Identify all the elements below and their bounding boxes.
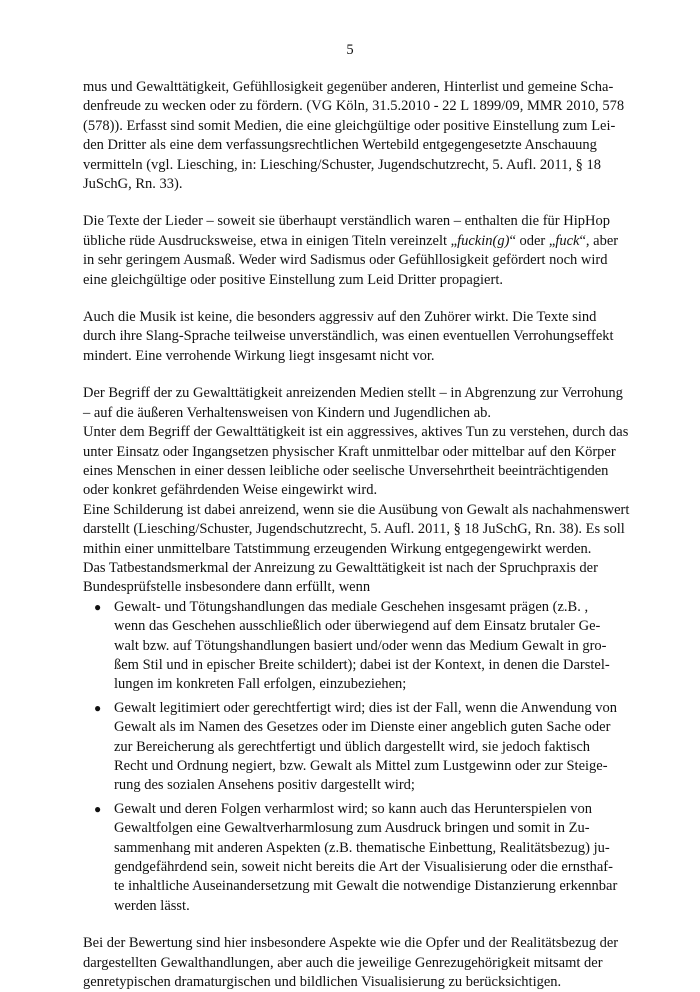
list-item-line: wenn das Geschehen ausschließlich oder überwiegend auf dem Einsatz brutaler Ge- — [114, 618, 601, 635]
list-item-line: walt bzw. auf Tötungshandlungen basiert und/oder wenn das Medium Gewalt in gro- — [114, 637, 607, 654]
list-item-line: rung des sozialen Ansehens positiv dargestellt wird; — [114, 777, 415, 794]
list-item-line: lungen im konkreten Fall erfolgen, einzubeziehen; — [114, 676, 407, 693]
text-segment: “, aber — [579, 232, 619, 249]
list-item-line: gendgefährdend sein, soweit nicht bereits die Art der Visualisierung oder die ernsthaf- — [114, 859, 613, 876]
paragraph-line: JuSchG, Rn. 33). — [83, 176, 183, 193]
paragraph-line: Der Begriff der zu Gewalttätigkeit anreizenden Medien stellt – in Abgrenzung zur Verrohung — [83, 385, 623, 402]
paragraph-line: vermitteln (vgl. Liesching, in: Liesching/Schuster, Jugendschutzrecht, 5. Aufl. 2011, § 18 — [83, 156, 601, 173]
criteria-list — [83, 598, 618, 917]
paragraph-line: genretypischen dramaturgischen und bildlichen Visualisierung zu berücksichtigen. — [83, 974, 562, 991]
list-item-line: Recht und Ordnung negiert, bzw. Gewalt als Mittel zum Lustgewinn oder zur Steige- — [114, 758, 608, 774]
paragraph-line: Das Tatbestandsmerkmal der Anreizung zu Gewalttätigkeit ist nach der Spruchpraxis der — [83, 559, 598, 576]
paragraph-line: mus und Gewalttätigkeit, Gefühllosigkeit gegenüber anderen, Hinterlist und gemeine Scha- — [83, 79, 614, 95]
paragraph-line: darstellt (Liesching/Schuster, Jugendschutzrecht, 5. Aufl. 2011, § 18 JuSchG, Rn. 38). Es soll — [83, 521, 625, 538]
paragraph-line: mindert. Eine verrohende Wirkung liegt insgesamt nicht vor. — [83, 347, 435, 364]
paragraph-line — [83, 232, 618, 251]
page-number: 5 — [346, 42, 354, 58]
paragraph-5 — [83, 934, 618, 992]
paragraph-line: mithin einer unmittelbare Tatstimmung erzeugenden Wirkung entgegengewirkt werden. — [83, 540, 592, 557]
list-item — [83, 699, 618, 796]
paragraph-line: – auf die äußeren Verhaltensweisen von Kindern und Jugendlichen ab. — [83, 404, 492, 421]
paragraph-line: in sehr geringem Ausmaß. Weder wird Sadismus oder Gefühllosigkeit gefördert noch wird — [83, 252, 608, 269]
paragraph-line: unter Einsatz oder Ingangsetzen physischer Kraft unmittelbar oder mittelbar auf den Körper — [83, 443, 616, 460]
paragraph-line: Bei der Bewertung sind hier insbesondere Aspekte wie die Opfer und der Realitätsbezug der — [83, 935, 619, 952]
paragraph-line: Unter dem Begriff der Gewalttätigkeit ist ein aggressives, aktives Tun zu verstehen, durch das — [83, 424, 629, 441]
list-item-line: Gewaltfolgen eine Gewaltverharmlosung zum Ausdruck bringen und somit in Zu- — [114, 820, 590, 837]
paragraph-line: Eine Schilderung ist dabei anreizend, wenn sie die Ausübung von Gewalt als nachahmenswert — [83, 501, 630, 518]
list-item-line: ßem Stil und in epischer Breite schildert); dabei ist der Kontext, in denen die Darstel- — [114, 656, 610, 673]
paragraph-line: eine gleichgültige oder positive Einstellung zum Leid Dritter propagiert. — [83, 271, 503, 288]
list-item-line: sammenhang mit anderen Aspekten (z.B. thematische Einbettung, Realitätsbezug) ju- — [114, 839, 610, 856]
paragraph-line: oder konkret gefährdenden Weise eingewirkt wird. — [83, 482, 378, 499]
emphasized-term: fuck — [555, 232, 580, 249]
text-segment: “ oder „ — [509, 232, 556, 249]
text-segment: übliche rüde Ausdrucksweise, etwa in einigen Titeln vereinzelt „ — [83, 232, 458, 249]
list-item-line: Gewalt- und Tötungshandlungen das mediale Geschehen insgesamt prägen (z.B. , — [114, 598, 589, 615]
bullet-icon: ● — [94, 599, 102, 614]
paragraph-line: denfreude zu wecken oder zu fördern. (VG Köln, 31.5.2010 - 22 L 1899/09, MMR 2010, 578 — [83, 98, 625, 115]
paragraph-line: Auch die Musik ist keine, die besonders aggressiv auf den Zuhörer wirkt. Die Texte sind — [83, 309, 597, 326]
list-item-line: zur Bereicherung als gerechtfertigt und üblich dargestellt wird, sie jedoch faktisch — [114, 738, 591, 755]
paragraph-line: (578)). Erfasst sind somit Medien, die eine gleichgültige oder positive Einstellung zum Lei- — [83, 117, 616, 134]
paragraph-line: durch ihre Slang-Sprache teilweise unverständlich, was einen eventuellen Verrohungseffekt — [83, 328, 614, 345]
paragraph-1 — [83, 78, 625, 194]
bullet-icon: ● — [94, 700, 102, 715]
list-item-line: Gewalt und deren Folgen verharmlost wird; so kann auch das Herunterspielen von — [114, 800, 592, 817]
list-item-line: werden lässt. — [114, 897, 190, 914]
document-body — [83, 78, 630, 992]
paragraph-line: den Dritter als eine dem verfassungsrechtlichen Wertebild entgegengesetzte Anschauung — [83, 137, 597, 154]
bullet-icon: ● — [94, 801, 102, 816]
list-item-line: Gewalt legitimiert oder gerechtfertigt wird; dies ist der Fall, wenn die Anwendung von — [114, 699, 617, 716]
list-item — [83, 598, 618, 695]
list-item-line: te inhaltliche Auseinandersetzung mit Gewalt die notwendige Distanzierung erkennbar — [114, 878, 618, 895]
paragraph-2 — [83, 212, 618, 290]
paragraph-3 — [83, 308, 618, 366]
list-item — [83, 800, 618, 916]
paragraph-line: eines Menschen in einer dessen leibliche oder seelische Unversehrtheit beeinträchtigenden — [83, 462, 609, 479]
paragraph-line: Die Texte der Lieder – soweit sie überhaupt verständlich waren – enthalten die für HipHop — [83, 213, 610, 230]
paragraph-4 — [83, 384, 630, 597]
emphasized-term: fuckin(g) — [457, 232, 510, 249]
paragraph-line: dargestellten Gewalthandlungen, aber auch die jeweilige Genrezugehörigkeit mitsamt der — [83, 954, 603, 971]
paragraph-line: Bundesprüfstelle insbesondere dann erfüllt, wenn — [83, 579, 371, 596]
list-item-line: Gewalt als im Namen des Gesetzes oder im Dienste einer angeblich guten Sache oder — [114, 719, 611, 736]
